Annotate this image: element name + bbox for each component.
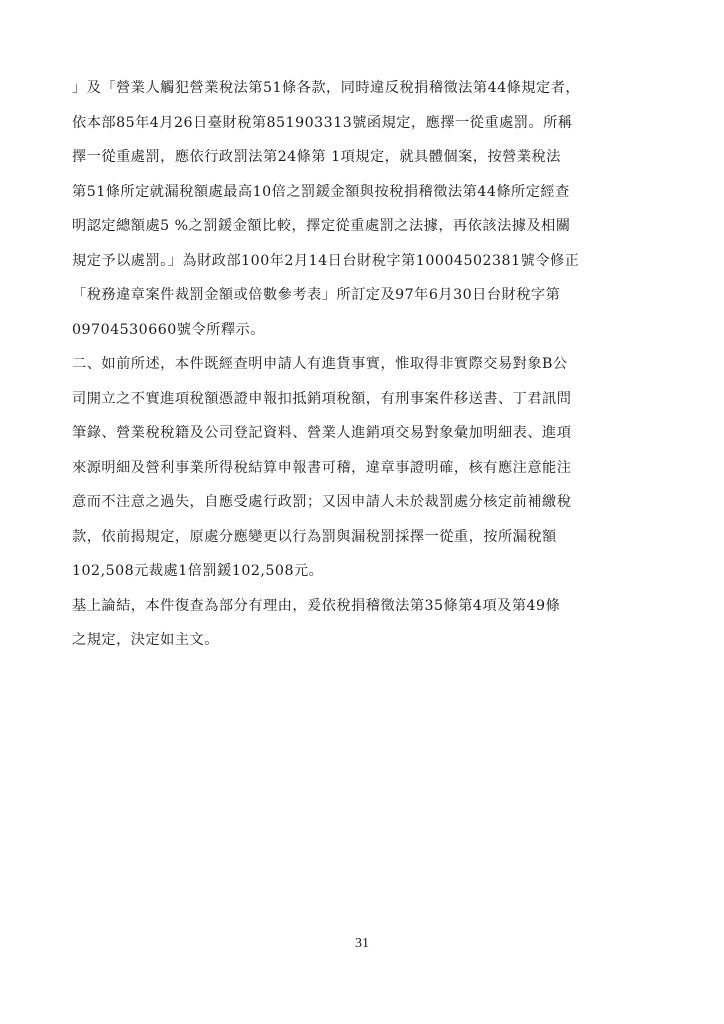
- text-line: 筆錄、營業稅稅籍及公司登記資料、營業人進銷項交易對象彙加明細表、進項: [72, 425, 572, 441]
- text-line: 款，依前揭規定，原處分應變更以行為罰與漏稅罰採擇一從重，按所漏稅額: [72, 528, 557, 545]
- text-line: 「稅務違章案件裁罰金額或倍數參考表」所訂定及97年6月30日台財稅字第: [72, 287, 561, 303]
- text-line: 規定予以處罰。」為財政部100年2月14日台財稅字第10004502381號令修正: [72, 252, 580, 269]
- text-line: 司開立之不實進項稅額憑證申報扣抵銷項稅額，有刑事案件移送書、丁君訊問: [72, 390, 572, 407]
- text-line: 明認定總額處5 %之罰鍰金額比較，擇定從重處罰之法據，再依該法據及相關: [72, 218, 571, 234]
- text-line: 09704530660號令所釋示。: [72, 321, 265, 338]
- body-text: [72, 78, 672, 665]
- text-line: 依本部85年4月26日臺財稅第851903313號函規定，應擇一從重處罰。所稱: [72, 114, 573, 131]
- text-line: 二、如前所述，本件既經查明申請人有進貨事實，惟取得非實際交易對象B公: [72, 356, 568, 372]
- text-line: 102,508元裁處1倍罰鍰102,508元。: [72, 563, 324, 579]
- text-line: 基上論結，本件復查為部分有理由，爰依稅捐稽徵法第35條第4項及第49條: [72, 597, 561, 614]
- text-line: 擇一從重處罰，應依行政罰法第24條第 1項規定，就具體個案，按營業稅法: [72, 149, 561, 165]
- page-number: 31: [355, 936, 369, 951]
- text-line: 之規定，決定如主文。: [72, 632, 219, 648]
- text-line: 第51條所定就漏稅額處最高10倍之罰鍰金額與按稅捐稽徵法第44條所定經查: [72, 183, 570, 200]
- text-line: 來源明細及營利事業所得稅結算申報書可稽，違章事證明確，核有應注意能注: [72, 459, 572, 476]
- text-line: 」及「營業人觸犯營業稅法第51條各款，同時違反稅捐稽徵法第44條規定者，: [72, 80, 581, 96]
- text-line: 意而不注意之過失，自應受處行政罰；又因申請人未於裁罰處分核定前補繳稅: [72, 494, 572, 510]
